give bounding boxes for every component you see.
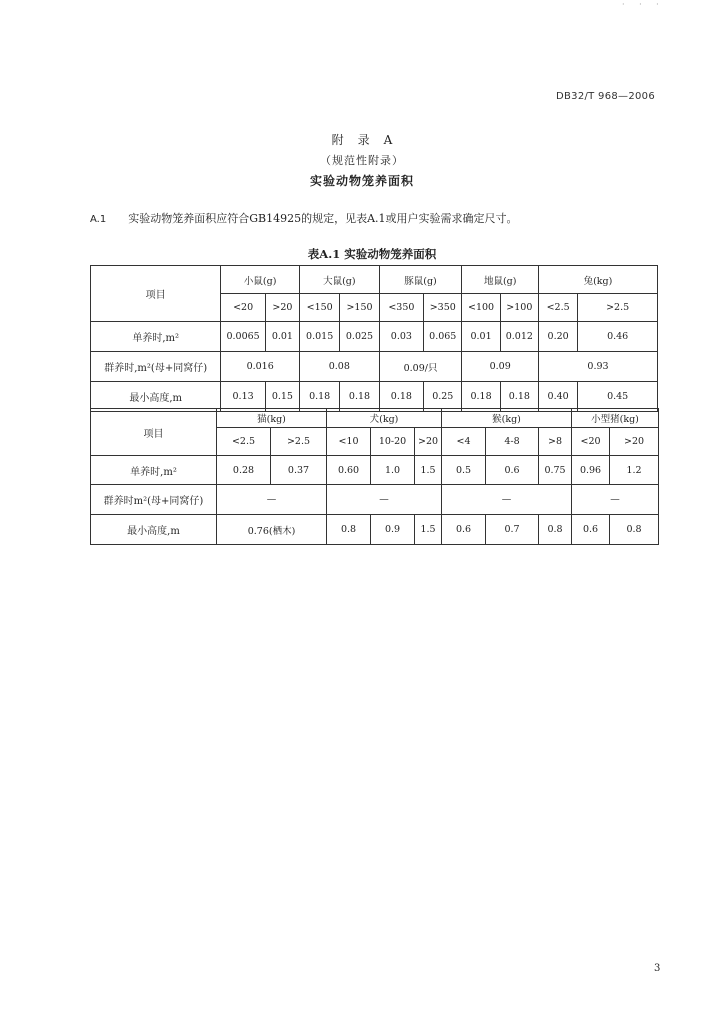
table-cell: 0.75 <box>539 456 572 485</box>
table-cell: 1.0 <box>371 456 415 485</box>
table-cell: 0.25 <box>424 382 462 412</box>
table-row <box>91 515 659 545</box>
table-cell: 0.015 <box>299 322 339 352</box>
table-cell: 1.5 <box>415 515 442 545</box>
table-cell: 0.8 <box>539 515 572 545</box>
scan-corner-marks: · · · <box>622 0 665 9</box>
subheader: >350 <box>424 294 462 322</box>
table-cell: — <box>327 485 442 515</box>
subheader: <350 <box>379 294 423 322</box>
table-cell: 0.5 <box>442 456 486 485</box>
table-cell: 0.6 <box>572 515 610 545</box>
group-header-rabbit: 兔(kg) <box>538 266 657 294</box>
subheader: <150 <box>299 294 339 322</box>
table-cell: 0.18 <box>340 382 379 412</box>
table-cell: 0.96 <box>572 456 610 485</box>
table-cell: 0.0065 <box>221 322 265 352</box>
row-label: 最小高度,m <box>91 515 217 545</box>
group-header-hamster: 地鼠(g) <box>462 266 539 294</box>
table-cell: 0.45 <box>578 382 658 412</box>
group-header-monkey: 猴(kg) <box>442 409 572 428</box>
cage-area-table-cats-dogs-monkeys-pigs <box>90 408 659 545</box>
subheader: <2.5 <box>217 428 271 456</box>
cage-area-table-rodents-rabbits <box>90 265 658 412</box>
subheader: <100 <box>462 294 500 322</box>
subheader: >2.5 <box>271 428 327 456</box>
table-cell: 0.012 <box>500 322 538 352</box>
table-cell: 0.025 <box>340 322 379 352</box>
item-header: 项目 <box>91 409 217 456</box>
table-cell: 0.6 <box>442 515 486 545</box>
table-row <box>91 382 658 412</box>
table-cell: 0.08 <box>299 352 379 382</box>
row-label: 群养时,m²(母+同窝仔) <box>91 352 221 382</box>
table-cell: 1.5 <box>415 456 442 485</box>
table-cell: 0.6 <box>486 456 539 485</box>
table-cell: 0.18 <box>379 382 423 412</box>
page-number: 3 <box>654 963 661 974</box>
table-cell: — <box>572 485 659 515</box>
table-cell: 0.8 <box>610 515 659 545</box>
subheader: >100 <box>500 294 538 322</box>
table-cell: 0.09 <box>462 352 539 382</box>
subheader: <10 <box>327 428 371 456</box>
table-cell: 0.03 <box>379 322 423 352</box>
subheader: 10-20 <box>371 428 415 456</box>
table-cell: 0.93 <box>538 352 657 382</box>
table-cell: 0.18 <box>462 382 500 412</box>
group-header-rat: 大鼠(g) <box>299 266 379 294</box>
row-label: 群养时m²(母+同窝仔) <box>91 485 217 515</box>
subheader: >20 <box>415 428 442 456</box>
subheader: <20 <box>572 428 610 456</box>
table-cell: 0.18 <box>299 382 339 412</box>
table-row <box>91 352 658 382</box>
document-code: DB32/T 968—2006 <box>556 91 655 102</box>
subheader: <4 <box>442 428 486 456</box>
subheader: >150 <box>340 294 379 322</box>
subheader: <20 <box>221 294 265 322</box>
table-cell: 0.01 <box>265 322 299 352</box>
group-header-mini-pig: 小型猪(kg) <box>572 409 659 428</box>
table-cell: 0.13 <box>221 382 265 412</box>
table-cell: 0.065 <box>424 322 462 352</box>
table-cell: — <box>217 485 327 515</box>
appendix-subtitle: （规范性附录） <box>320 154 404 167</box>
group-header-guinea-pig: 豚鼠(g) <box>379 266 462 294</box>
table-cell: 0.37 <box>271 456 327 485</box>
table-cell: 0.016 <box>221 352 300 382</box>
clause-number: A.1 <box>90 214 107 225</box>
table-cell: 0.28 <box>217 456 271 485</box>
table-cell: 0.40 <box>538 382 577 412</box>
table-cell: 0.01 <box>462 322 500 352</box>
table-caption: 表A.1 实验动物笼养面积 <box>307 247 437 261</box>
appendix-heading: 实验动物笼养面积 <box>309 174 414 188</box>
table-row <box>91 456 659 485</box>
table-row <box>91 322 658 352</box>
appendix-title: 附录A <box>331 133 407 147</box>
table-cell: 0.18 <box>500 382 538 412</box>
subheader: <2.5 <box>538 294 577 322</box>
table-cell: 0.46 <box>578 322 658 352</box>
subheader: >20 <box>265 294 299 322</box>
table-cell: 0.60 <box>327 456 371 485</box>
subheader: >8 <box>539 428 572 456</box>
table-cell: 0.15 <box>265 382 299 412</box>
table-cell: 0.7 <box>486 515 539 545</box>
clause-a1 <box>90 210 518 226</box>
group-header-mouse: 小鼠(g) <box>221 266 300 294</box>
table-row <box>91 485 659 515</box>
table-cell: 0.8 <box>327 515 371 545</box>
table-cell: 0.09/只 <box>379 352 462 382</box>
subheader: 4-8 <box>486 428 539 456</box>
row-label: 单养时,m² <box>91 322 221 352</box>
table-cell: 0.9 <box>371 515 415 545</box>
subheader: >20 <box>610 428 659 456</box>
group-header-cat: 猫(kg) <box>217 409 327 428</box>
table-cell: 0.20 <box>538 322 577 352</box>
group-header-dog: 犬(kg) <box>327 409 442 428</box>
table-cell: — <box>442 485 572 515</box>
row-label: 最小高度,m <box>91 382 221 412</box>
subheader: >2.5 <box>578 294 658 322</box>
table-cell: 0.76(栖木) <box>217 515 327 545</box>
row-label: 单养时,m² <box>91 456 217 485</box>
item-header: 项目 <box>91 266 221 322</box>
clause-text: 实验动物笼养面积应符合GB14925的规定，见表A.1或用户实验需求确定尺寸。 <box>128 212 518 225</box>
table-cell: 1.2 <box>610 456 659 485</box>
